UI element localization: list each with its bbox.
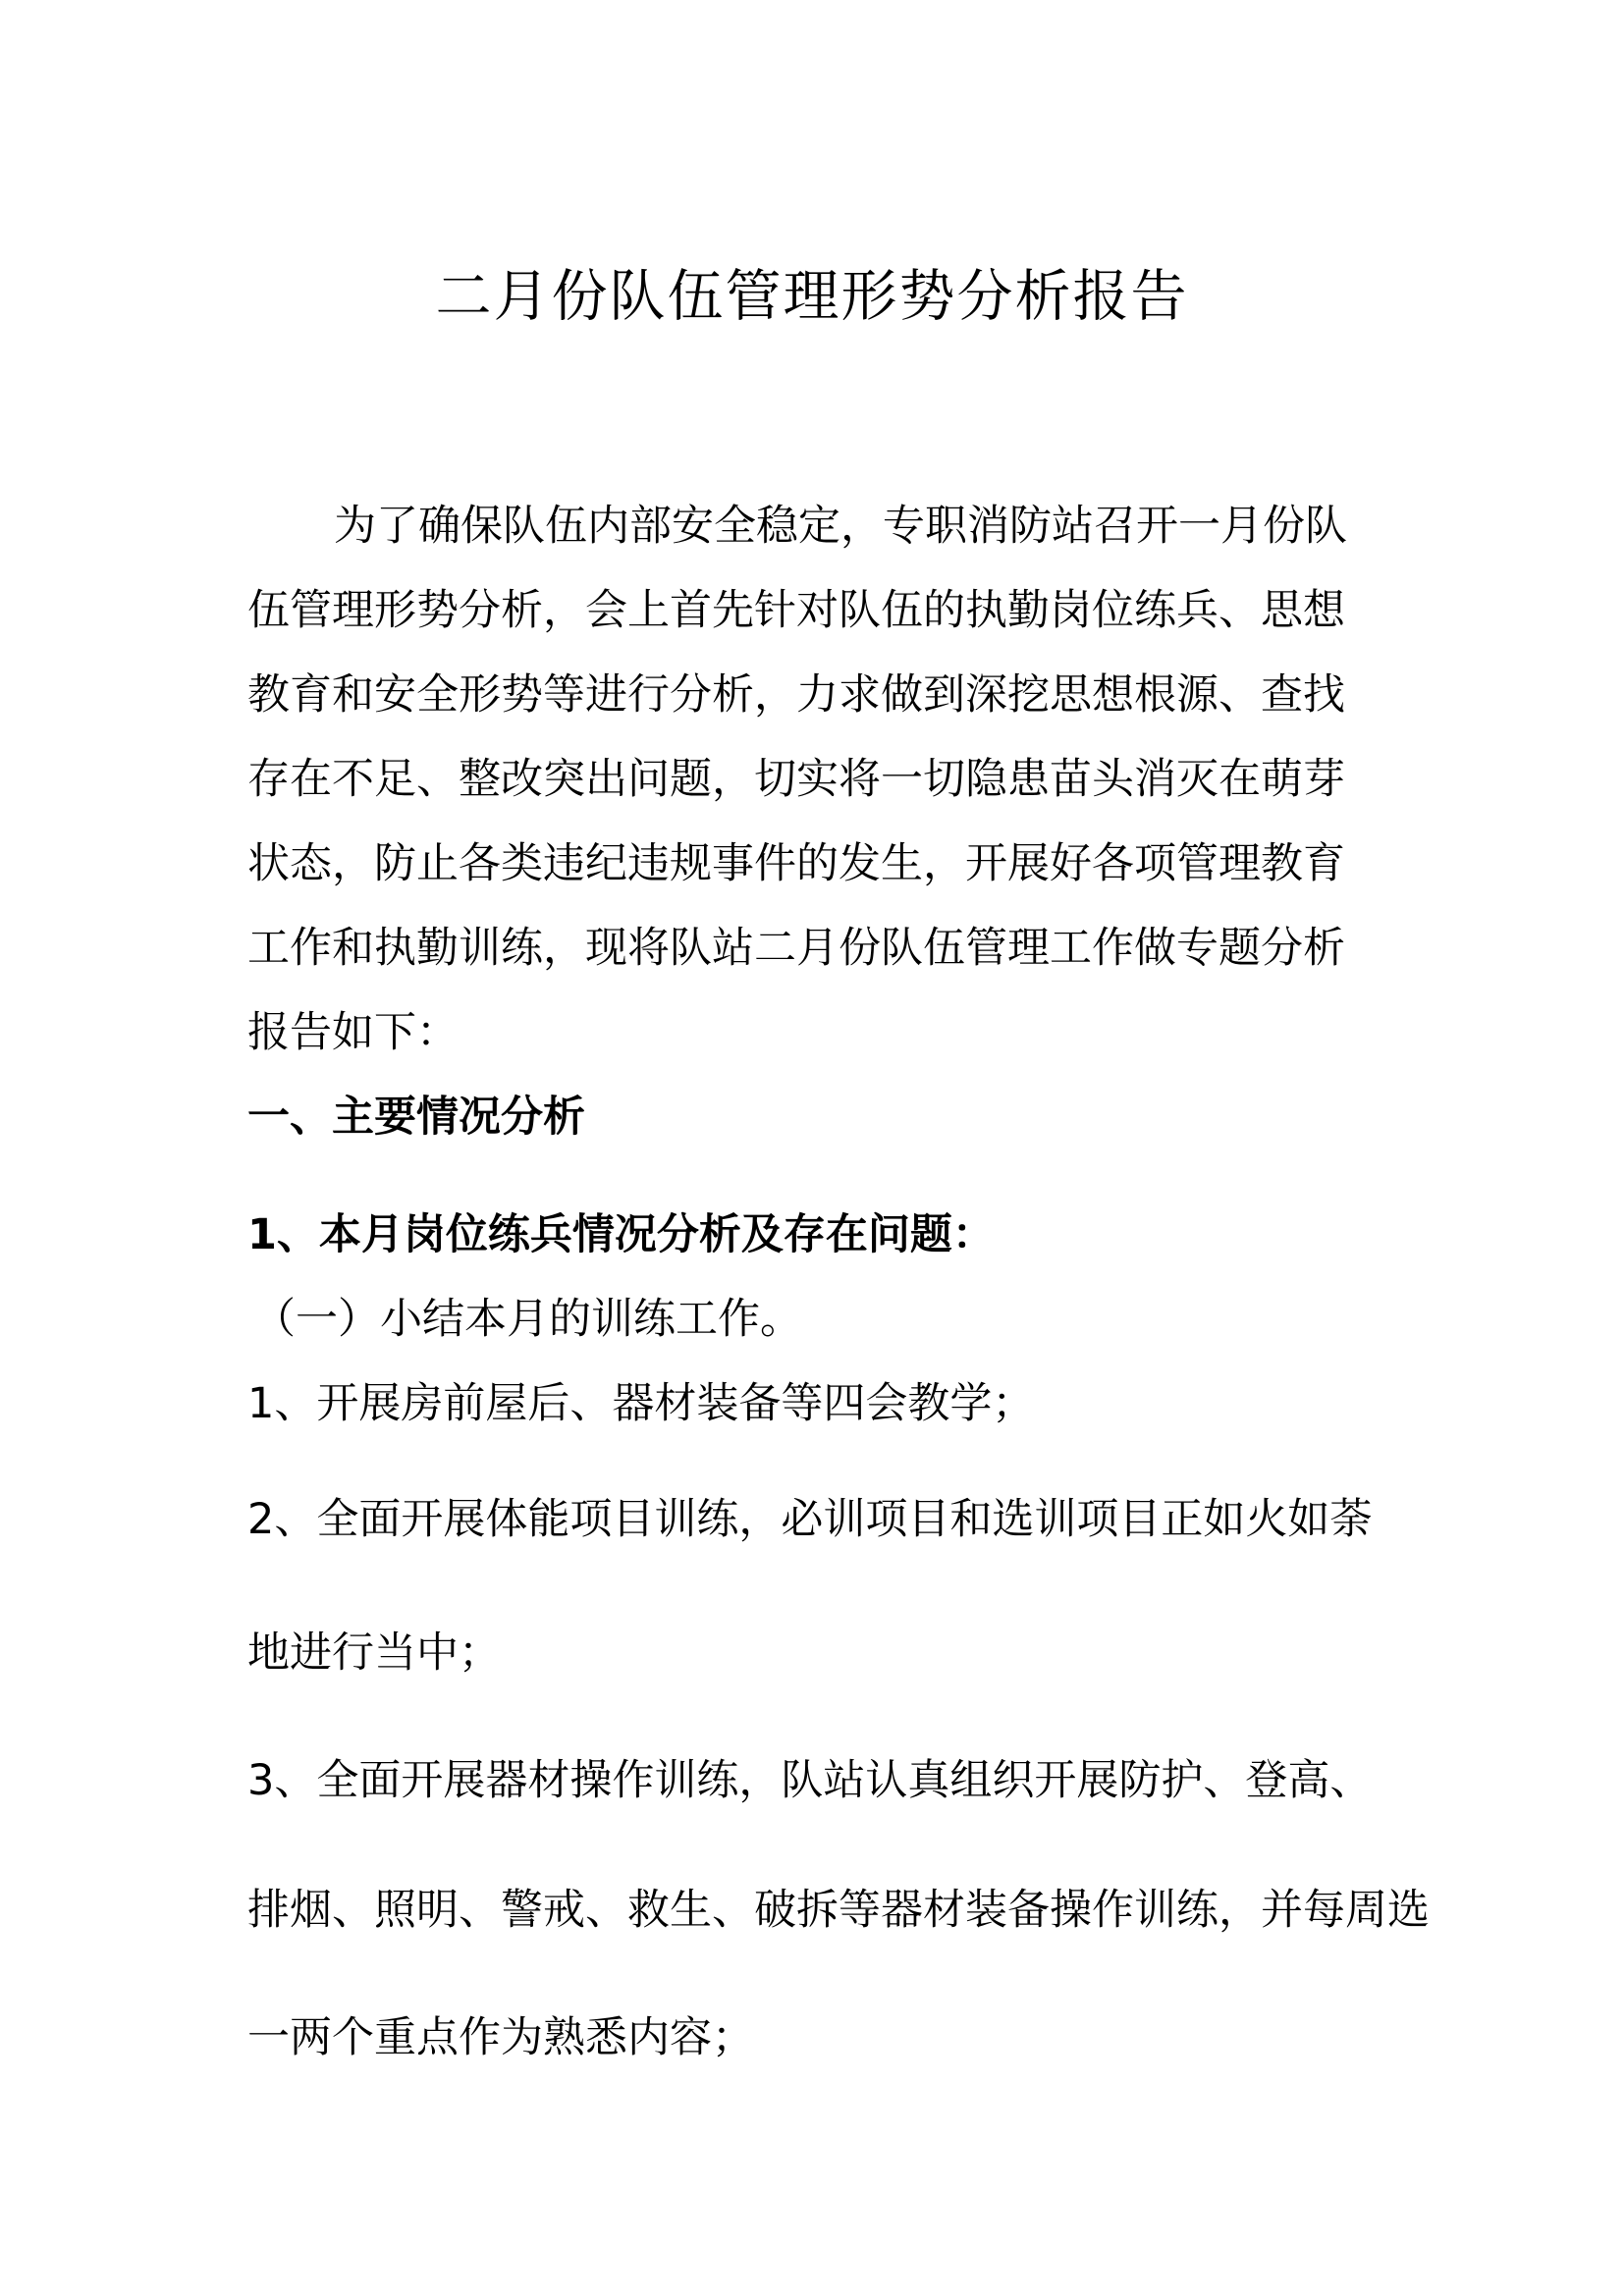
list-item-2-line-1: 2、全面开展体能项目训练，必训项目和选训项目正如火如荼 [247,1495,1373,1544]
intro-line-3: 教育和安全形势等进行分析，力求做到深挖思想根源、查找 [247,670,1345,720]
list-item-3-line-2: 排烟、照明、警戒、救生、破拆等器材装备操作训练，并每周选 [247,1886,1430,1935]
list-item-2-line-2: 地进行当中； [247,1629,501,1678]
list-item-3-line-3: 一两个重点作为熟悉内容； [247,2013,754,2062]
intro-line-6: 工作和执勤训练，现将队站二月份队伍管理工作做专题分析 [247,924,1345,973]
list-item-1: 1、开展房前屋后、器材装备等四会教学； [247,1379,1035,1428]
subsection-heading-training: 1、本月岗位练兵情况分析及存在问题： [247,1210,995,1259]
list-item-3-line-1: 3、全面开展器材操作训练，队站认真组织开展防护、登高、 [247,1756,1373,1805]
intro-line-5: 状态，防止各类违纪违规事件的发生，开展好各项管理教育 [247,839,1345,888]
intro-line-2: 伍管理形势分析，会上首先针对队伍的执勤岗位练兵、思想 [247,586,1345,635]
intro-line-4: 存在不足、整改突出问题，切实将一切隐患苗头消灭在萌芽 [247,755,1345,804]
document-title: 二月份队伍管理形势分析报告 [435,264,1189,329]
section-heading-main-analysis: 一、主要情况分析 [247,1093,585,1142]
intro-line-1: 为了确保队伍内部安全稳定，专职消防站召开一月份队 [334,502,1347,551]
sub-part-summary: （一）小结本月的训练工作。 [253,1295,802,1344]
intro-line-7: 报告如下： [247,1008,459,1057]
